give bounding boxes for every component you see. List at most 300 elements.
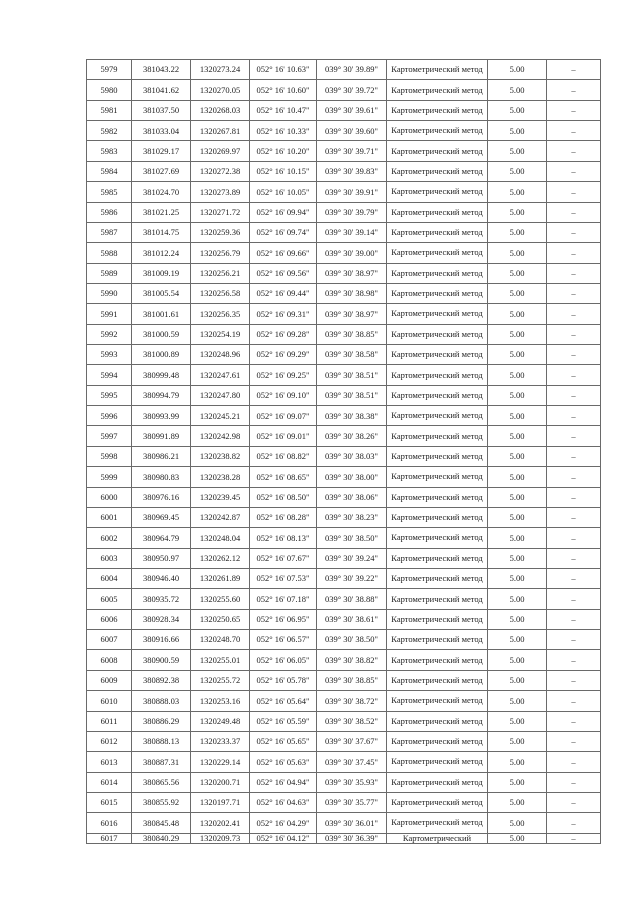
point-number-cell: 5997 xyxy=(87,426,132,446)
method-cell: Картометрический метод xyxy=(387,528,488,548)
point-number-cell: 5985 xyxy=(87,182,132,202)
accuracy-cell: 5.00 xyxy=(488,182,547,202)
point-number-cell: 6010 xyxy=(87,691,132,711)
y-coordinate-cell: 1320238.28 xyxy=(191,467,250,487)
y-coordinate-cell: 1320272.38 xyxy=(191,161,250,181)
dash-cell: – xyxy=(547,548,601,568)
accuracy-cell: 5.00 xyxy=(488,385,547,405)
point-number-cell: 5982 xyxy=(87,121,132,141)
dash-cell: – xyxy=(547,650,601,670)
table-row xyxy=(87,833,601,843)
table-row xyxy=(87,406,601,426)
longitude-cell: 039° 30' 38.88" xyxy=(317,589,387,609)
latitude-cell: 052° 16' 04.63" xyxy=(250,792,317,812)
longitude-cell: 039° 30' 37.67" xyxy=(317,731,387,751)
point-number-cell: 6002 xyxy=(87,528,132,548)
table-row xyxy=(87,691,601,711)
x-coordinate-cell: 381021.25 xyxy=(132,202,191,222)
method-cell: Картометрический метод xyxy=(387,589,488,609)
method-cell: Картометрический метод xyxy=(387,426,488,446)
method-cell: Картометрический метод xyxy=(387,752,488,772)
x-coordinate-cell: 380993.99 xyxy=(132,406,191,426)
longitude-cell: 039° 30' 38.82" xyxy=(317,650,387,670)
longitude-cell: 039° 30' 39.89" xyxy=(317,60,387,80)
y-coordinate-cell: 1320261.89 xyxy=(191,568,250,588)
point-number-cell: 5984 xyxy=(87,161,132,181)
accuracy-cell: 5.00 xyxy=(488,345,547,365)
point-number-cell: 5986 xyxy=(87,202,132,222)
dash-cell: – xyxy=(547,528,601,548)
longitude-cell: 039° 30' 35.77" xyxy=(317,792,387,812)
latitude-cell: 052° 16' 09.07" xyxy=(250,406,317,426)
dash-cell: – xyxy=(547,406,601,426)
point-number-cell: 5983 xyxy=(87,141,132,161)
y-coordinate-cell: 1320202.41 xyxy=(191,813,250,833)
point-number-cell: 6016 xyxy=(87,813,132,833)
point-number-cell: 6006 xyxy=(87,609,132,629)
point-number-cell: 5979 xyxy=(87,60,132,80)
longitude-cell: 039° 30' 39.83" xyxy=(317,161,387,181)
table-row xyxy=(87,467,601,487)
x-coordinate-cell: 380976.16 xyxy=(132,487,191,507)
x-coordinate-cell: 381029.17 xyxy=(132,141,191,161)
method-cell: Картометрический метод xyxy=(387,365,488,385)
longitude-cell: 039° 30' 39.91" xyxy=(317,182,387,202)
method-cell: Картометрический метод xyxy=(387,630,488,650)
latitude-cell: 052° 16' 07.67" xyxy=(250,548,317,568)
y-coordinate-cell: 1320249.48 xyxy=(191,711,250,731)
method-cell: Картометрический метод xyxy=(387,141,488,161)
dash-cell: – xyxy=(547,568,601,588)
accuracy-cell: 5.00 xyxy=(488,609,547,629)
accuracy-cell: 5.00 xyxy=(488,487,547,507)
dash-cell: – xyxy=(547,141,601,161)
y-coordinate-cell: 1320242.87 xyxy=(191,507,250,527)
coordinates-table-body xyxy=(87,60,601,844)
method-cell: Картометрический метод xyxy=(387,60,488,80)
table-row xyxy=(87,222,601,242)
dash-cell: – xyxy=(547,161,601,181)
dash-cell: – xyxy=(547,711,601,731)
accuracy-cell: 5.00 xyxy=(488,752,547,772)
x-coordinate-cell: 380888.13 xyxy=(132,731,191,751)
table-row xyxy=(87,752,601,772)
y-coordinate-cell: 1320248.96 xyxy=(191,345,250,365)
table-row xyxy=(87,548,601,568)
y-coordinate-cell: 1320250.65 xyxy=(191,609,250,629)
latitude-cell: 052° 16' 08.28" xyxy=(250,507,317,527)
table-row xyxy=(87,60,601,80)
dash-cell: – xyxy=(547,467,601,487)
accuracy-cell: 5.00 xyxy=(488,324,547,344)
dash-cell: – xyxy=(547,772,601,792)
x-coordinate-cell: 380888.03 xyxy=(132,691,191,711)
y-coordinate-cell: 1320271.72 xyxy=(191,202,250,222)
accuracy-cell: 5.00 xyxy=(488,365,547,385)
accuracy-cell: 5.00 xyxy=(488,426,547,446)
y-coordinate-cell: 1320262.12 xyxy=(191,548,250,568)
longitude-cell: 039° 30' 38.51" xyxy=(317,385,387,405)
dash-cell: – xyxy=(547,630,601,650)
longitude-cell: 039° 30' 39.61" xyxy=(317,100,387,120)
latitude-cell: 052° 16' 06.57" xyxy=(250,630,317,650)
longitude-cell: 039° 30' 39.72" xyxy=(317,80,387,100)
point-number-cell: 6001 xyxy=(87,507,132,527)
method-cell: Картометрический метод xyxy=(387,80,488,100)
dash-cell: – xyxy=(547,182,601,202)
table-row xyxy=(87,121,601,141)
latitude-cell: 052° 16' 05.64" xyxy=(250,691,317,711)
point-number-cell: 6003 xyxy=(87,548,132,568)
longitude-cell: 039° 30' 39.79" xyxy=(317,202,387,222)
accuracy-cell: 5.00 xyxy=(488,406,547,426)
y-coordinate-cell: 1320273.24 xyxy=(191,60,250,80)
method-cell: Картометрический метод xyxy=(387,182,488,202)
dash-cell: – xyxy=(547,670,601,690)
method-cell: Картометрический метод xyxy=(387,711,488,731)
longitude-cell: 039° 30' 38.23" xyxy=(317,507,387,527)
x-coordinate-cell: 380946.40 xyxy=(132,568,191,588)
point-number-cell: 5981 xyxy=(87,100,132,120)
table-row xyxy=(87,426,601,446)
longitude-cell: 039° 30' 38.97" xyxy=(317,263,387,283)
table-row xyxy=(87,772,601,792)
dash-cell: – xyxy=(547,100,601,120)
accuracy-cell: 5.00 xyxy=(488,772,547,792)
y-coordinate-cell: 1320209.73 xyxy=(191,833,250,843)
longitude-cell: 039° 30' 38.50" xyxy=(317,528,387,548)
latitude-cell: 052° 16' 08.13" xyxy=(250,528,317,548)
accuracy-cell: 5.00 xyxy=(488,80,547,100)
accuracy-cell: 5.00 xyxy=(488,263,547,283)
longitude-cell: 039° 30' 39.00" xyxy=(317,243,387,263)
dash-cell: – xyxy=(547,80,601,100)
table-row xyxy=(87,283,601,303)
longitude-cell: 039° 30' 38.00" xyxy=(317,467,387,487)
table-row xyxy=(87,813,601,833)
point-number-cell: 5990 xyxy=(87,283,132,303)
x-coordinate-cell: 381041.62 xyxy=(132,80,191,100)
method-cell: Картометрический метод xyxy=(387,487,488,507)
table-row xyxy=(87,609,601,629)
method-cell: Картометрический метод xyxy=(387,507,488,527)
point-number-cell: 6012 xyxy=(87,731,132,751)
y-coordinate-cell: 1320248.70 xyxy=(191,630,250,650)
longitude-cell: 039° 30' 38.03" xyxy=(317,446,387,466)
latitude-cell: 052° 16' 09.56" xyxy=(250,263,317,283)
point-number-cell: 5993 xyxy=(87,345,132,365)
accuracy-cell: 5.00 xyxy=(488,731,547,751)
x-coordinate-cell: 380986.21 xyxy=(132,446,191,466)
accuracy-cell: 5.00 xyxy=(488,202,547,222)
point-number-cell: 5991 xyxy=(87,304,132,324)
y-coordinate-cell: 1320255.60 xyxy=(191,589,250,609)
longitude-cell: 039° 30' 38.26" xyxy=(317,426,387,446)
y-coordinate-cell: 1320238.82 xyxy=(191,446,250,466)
x-coordinate-cell: 380964.79 xyxy=(132,528,191,548)
accuracy-cell: 5.00 xyxy=(488,568,547,588)
latitude-cell: 052° 16' 09.31" xyxy=(250,304,317,324)
latitude-cell: 052° 16' 05.65" xyxy=(250,731,317,751)
x-coordinate-cell: 381001.61 xyxy=(132,304,191,324)
point-number-cell: 6014 xyxy=(87,772,132,792)
method-cell: Картометрический метод xyxy=(387,324,488,344)
method-cell: Картометрический метод xyxy=(387,222,488,242)
table-row xyxy=(87,568,601,588)
x-coordinate-cell: 380865.56 xyxy=(132,772,191,792)
longitude-cell: 039° 30' 38.50" xyxy=(317,630,387,650)
y-coordinate-cell: 1320245.21 xyxy=(191,406,250,426)
x-coordinate-cell: 380928.34 xyxy=(132,609,191,629)
longitude-cell: 039° 30' 38.58" xyxy=(317,345,387,365)
latitude-cell: 052° 16' 10.20" xyxy=(250,141,317,161)
x-coordinate-cell: 380994.79 xyxy=(132,385,191,405)
method-cell: Картометрический метод xyxy=(387,792,488,812)
accuracy-cell: 5.00 xyxy=(488,691,547,711)
point-number-cell: 6007 xyxy=(87,630,132,650)
point-number-cell: 6015 xyxy=(87,792,132,812)
latitude-cell: 052° 16' 06.05" xyxy=(250,650,317,670)
latitude-cell: 052° 16' 09.10" xyxy=(250,385,317,405)
table-row xyxy=(87,182,601,202)
method-cell: Картометрический метод xyxy=(387,406,488,426)
latitude-cell: 052° 16' 04.29" xyxy=(250,813,317,833)
method-cell: Картометрический метод xyxy=(387,772,488,792)
coordinates-table xyxy=(86,59,601,844)
x-coordinate-cell: 380892.38 xyxy=(132,670,191,690)
method-cell: Картометрический метод xyxy=(387,202,488,222)
accuracy-cell: 5.00 xyxy=(488,650,547,670)
latitude-cell: 052° 16' 10.60" xyxy=(250,80,317,100)
dash-cell: – xyxy=(547,589,601,609)
dash-cell: – xyxy=(547,60,601,80)
y-coordinate-cell: 1320255.72 xyxy=(191,670,250,690)
latitude-cell: 052° 16' 08.82" xyxy=(250,446,317,466)
latitude-cell: 052° 16' 09.74" xyxy=(250,222,317,242)
point-number-cell: 5996 xyxy=(87,406,132,426)
latitude-cell: 052° 16' 09.94" xyxy=(250,202,317,222)
method-cell: Картометрический метод xyxy=(387,446,488,466)
y-coordinate-cell: 1320229.14 xyxy=(191,752,250,772)
y-coordinate-cell: 1320197.71 xyxy=(191,792,250,812)
point-number-cell: 5995 xyxy=(87,385,132,405)
x-coordinate-cell: 381012.24 xyxy=(132,243,191,263)
longitude-cell: 039° 30' 39.14" xyxy=(317,222,387,242)
longitude-cell: 039° 30' 38.52" xyxy=(317,711,387,731)
latitude-cell: 052° 16' 09.44" xyxy=(250,283,317,303)
table-row xyxy=(87,507,601,527)
y-coordinate-cell: 1320259.36 xyxy=(191,222,250,242)
dash-cell: – xyxy=(547,222,601,242)
accuracy-cell: 5.00 xyxy=(488,304,547,324)
latitude-cell: 052° 16' 04.12" xyxy=(250,833,317,843)
x-coordinate-cell: 380950.97 xyxy=(132,548,191,568)
y-coordinate-cell: 1320242.98 xyxy=(191,426,250,446)
accuracy-cell: 5.00 xyxy=(488,589,547,609)
dash-cell: – xyxy=(547,487,601,507)
latitude-cell: 052° 16' 04.94" xyxy=(250,772,317,792)
dash-cell: – xyxy=(547,385,601,405)
y-coordinate-cell: 1320253.16 xyxy=(191,691,250,711)
method-cell: Картометрический метод xyxy=(387,691,488,711)
point-number-cell: 5994 xyxy=(87,365,132,385)
point-number-cell: 5980 xyxy=(87,80,132,100)
method-cell: Картометрический метод xyxy=(387,670,488,690)
method-cell: Картометрический метод xyxy=(387,121,488,141)
longitude-cell: 039° 30' 36.39" xyxy=(317,833,387,843)
point-number-cell: 6017 xyxy=(87,833,132,843)
point-number-cell: 5988 xyxy=(87,243,132,263)
point-number-cell: 6009 xyxy=(87,670,132,690)
method-cell: Картометрический метод xyxy=(387,813,488,833)
dash-cell: – xyxy=(547,121,601,141)
dash-cell: – xyxy=(547,507,601,527)
table-row xyxy=(87,711,601,731)
method-cell: Картометрический метод xyxy=(387,385,488,405)
y-coordinate-cell: 1320269.97 xyxy=(191,141,250,161)
method-cell: Картометрический метод xyxy=(387,283,488,303)
y-coordinate-cell: 1320267.81 xyxy=(191,121,250,141)
table-row xyxy=(87,385,601,405)
dash-cell: – xyxy=(547,365,601,385)
table-row xyxy=(87,243,601,263)
dash-cell: – xyxy=(547,792,601,812)
table-row xyxy=(87,345,601,365)
point-number-cell: 6011 xyxy=(87,711,132,731)
table-row xyxy=(87,670,601,690)
longitude-cell: 039° 30' 38.61" xyxy=(317,609,387,629)
dash-cell: – xyxy=(547,324,601,344)
latitude-cell: 052° 16' 09.66" xyxy=(250,243,317,263)
point-number-cell: 6000 xyxy=(87,487,132,507)
latitude-cell: 052° 16' 10.15" xyxy=(250,161,317,181)
table-row xyxy=(87,161,601,181)
accuracy-cell: 5.00 xyxy=(488,792,547,812)
method-cell: Картометрический метод xyxy=(387,243,488,263)
y-coordinate-cell: 1320247.80 xyxy=(191,385,250,405)
dash-cell: – xyxy=(547,263,601,283)
accuracy-cell: 5.00 xyxy=(488,630,547,650)
accuracy-cell: 5.00 xyxy=(488,283,547,303)
table-row xyxy=(87,304,601,324)
latitude-cell: 052° 16' 10.63" xyxy=(250,60,317,80)
x-coordinate-cell: 380980.83 xyxy=(132,467,191,487)
accuracy-cell: 5.00 xyxy=(488,507,547,527)
x-coordinate-cell: 381014.75 xyxy=(132,222,191,242)
method-cell: Картометрический метод xyxy=(387,609,488,629)
x-coordinate-cell: 381043.22 xyxy=(132,60,191,80)
method-cell: Картометрический метод xyxy=(387,731,488,751)
dash-cell: – xyxy=(547,243,601,263)
x-coordinate-cell: 381033.04 xyxy=(132,121,191,141)
point-number-cell: 6005 xyxy=(87,589,132,609)
table-row xyxy=(87,324,601,344)
accuracy-cell: 5.00 xyxy=(488,833,547,843)
y-coordinate-cell: 1320248.04 xyxy=(191,528,250,548)
x-coordinate-cell: 380887.31 xyxy=(132,752,191,772)
accuracy-cell: 5.00 xyxy=(488,141,547,161)
dash-cell: – xyxy=(547,202,601,222)
dash-cell: – xyxy=(547,752,601,772)
x-coordinate-cell: 381009.19 xyxy=(132,263,191,283)
method-cell: Картометрический метод xyxy=(387,100,488,120)
table-row xyxy=(87,202,601,222)
method-cell: Картометрический метод xyxy=(387,345,488,365)
longitude-cell: 039° 30' 37.45" xyxy=(317,752,387,772)
method-cell: Картометрический метод xyxy=(387,263,488,283)
point-number-cell: 6004 xyxy=(87,568,132,588)
method-cell: Картометрический метод xyxy=(387,548,488,568)
point-number-cell: 5998 xyxy=(87,446,132,466)
point-number-cell: 6013 xyxy=(87,752,132,772)
longitude-cell: 039° 30' 35.93" xyxy=(317,772,387,792)
accuracy-cell: 5.00 xyxy=(488,121,547,141)
point-number-cell: 6008 xyxy=(87,650,132,670)
y-coordinate-cell: 1320268.03 xyxy=(191,100,250,120)
y-coordinate-cell: 1320256.21 xyxy=(191,263,250,283)
x-coordinate-cell: 381005.54 xyxy=(132,283,191,303)
point-number-cell: 5992 xyxy=(87,324,132,344)
accuracy-cell: 5.00 xyxy=(488,711,547,731)
table-row xyxy=(87,100,601,120)
accuracy-cell: 5.00 xyxy=(488,100,547,120)
latitude-cell: 052° 16' 10.47" xyxy=(250,100,317,120)
longitude-cell: 039° 30' 38.97" xyxy=(317,304,387,324)
table-row xyxy=(87,446,601,466)
y-coordinate-cell: 1320256.79 xyxy=(191,243,250,263)
table-row xyxy=(87,141,601,161)
longitude-cell: 039° 30' 39.22" xyxy=(317,568,387,588)
longitude-cell: 039° 30' 39.71" xyxy=(317,141,387,161)
y-coordinate-cell: 1320270.05 xyxy=(191,80,250,100)
latitude-cell: 052° 16' 05.78" xyxy=(250,670,317,690)
x-coordinate-cell: 381024.70 xyxy=(132,182,191,202)
y-coordinate-cell: 1320233.37 xyxy=(191,731,250,751)
point-number-cell: 5989 xyxy=(87,263,132,283)
point-number-cell: 5987 xyxy=(87,222,132,242)
longitude-cell: 039° 30' 38.06" xyxy=(317,487,387,507)
accuracy-cell: 5.00 xyxy=(488,161,547,181)
point-number-cell: 5999 xyxy=(87,467,132,487)
longitude-cell: 039° 30' 38.85" xyxy=(317,324,387,344)
latitude-cell: 052° 16' 05.59" xyxy=(250,711,317,731)
x-coordinate-cell: 380855.92 xyxy=(132,792,191,812)
table-row xyxy=(87,80,601,100)
latitude-cell: 052° 16' 07.53" xyxy=(250,568,317,588)
x-coordinate-cell: 380916.66 xyxy=(132,630,191,650)
x-coordinate-cell: 381027.69 xyxy=(132,161,191,181)
method-cell: Картометрический метод xyxy=(387,568,488,588)
latitude-cell: 052° 16' 09.28" xyxy=(250,324,317,344)
table-row xyxy=(87,792,601,812)
table-row xyxy=(87,650,601,670)
x-coordinate-cell: 380969.45 xyxy=(132,507,191,527)
dash-cell: – xyxy=(547,833,601,843)
accuracy-cell: 5.00 xyxy=(488,467,547,487)
latitude-cell: 052° 16' 06.95" xyxy=(250,609,317,629)
method-cell: Картометрический xyxy=(387,833,488,843)
method-cell: Картометрический метод xyxy=(387,650,488,670)
y-coordinate-cell: 1320256.35 xyxy=(191,304,250,324)
accuracy-cell: 5.00 xyxy=(488,243,547,263)
longitude-cell: 039° 30' 38.72" xyxy=(317,691,387,711)
method-cell: Картометрический метод xyxy=(387,467,488,487)
y-coordinate-cell: 1320254.19 xyxy=(191,324,250,344)
table-row xyxy=(87,528,601,548)
longitude-cell: 039° 30' 39.60" xyxy=(317,121,387,141)
latitude-cell: 052° 16' 10.33" xyxy=(250,121,317,141)
table-row xyxy=(87,487,601,507)
